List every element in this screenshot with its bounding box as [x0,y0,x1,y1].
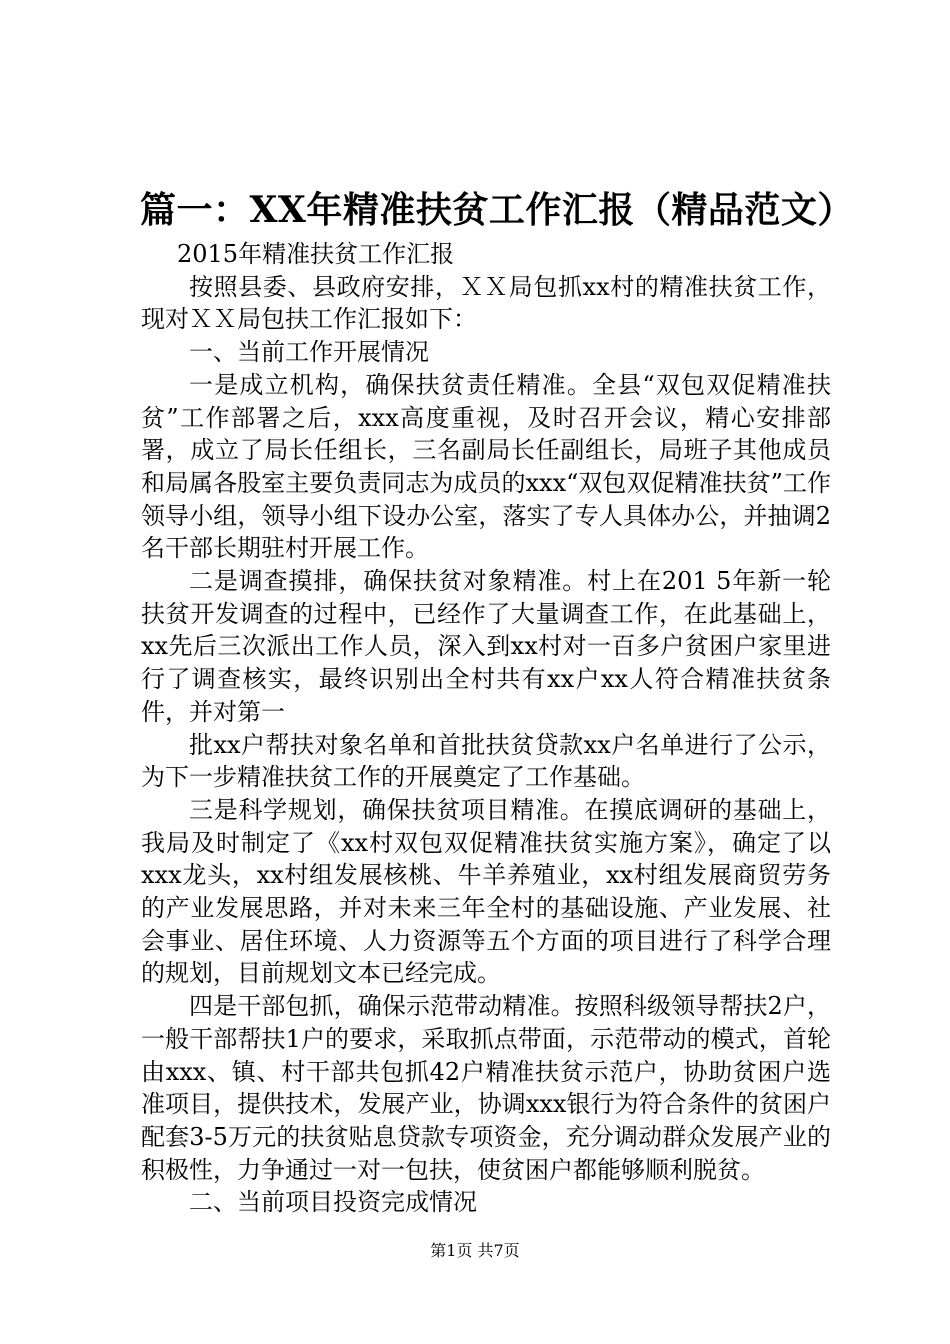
paragraph-item-4: 四是干部包抓，确保示范带动精准。按照科级领导帮扶2户，一般干部帮扶1户的要求，采取抓点带面，示范带动的模式，首轮由xxx、镇、村干部共包抓42户精准扶贫示范户，协助贫困户选准项目，提供技术，发展产业，协调xxx银行为符合条件的贫困户配套3-5万元的扶贫贴息贷款专项资金，充分调动群众发展产业的积极性，力争通过一对一包扶，使贫困户都能够顺利脱贫。 [141,992,831,1184]
paragraph-item-2: 二是调查摸排，确保扶贫对象精准。村上在201 5年新一轮扶贫开发调查的过程中，已经作了大量调查工作，在此基础上，xx先后三次派出工作人员，深入到xx村对一百多户贫困户家里进行了调查核实，最终识别出全村共有xx户xx人符合精准扶贫条件，并对第一 [141,567,831,726]
document-body [141,238,831,1219]
section-heading-1: 一、当前工作开展情况 [189,338,429,367]
section-heading-2: 二、当前项目投资完成情况 [189,1188,477,1217]
paragraph-item-1: 一是成立机构，确保扶贫责任精准。全县“双包双促精准扶贫”工作部署之后，xxx高度重视，及时召开会议，精心安排部署，成立了局长任组长，三名副局长任副组长，局班子其他成员和局属各股室主要负责同志为成员的xxx“双包双促精准扶贫”工作领导小组，领导小组下设办公室，落实了专人具体办公，并抽调2名干部长期驻村开展工作。 [141,370,831,563]
paragraph-item-2-continued: 批xx户帮扶对象名单和首批扶贫贷款xx户名单进行了公示，为下一步精准扶贫工作的开展奠定了工作基础。 [141,730,831,792]
document-title: 篇一：XX年精准扶贫工作汇报（精品范文） [140,189,854,231]
paragraph-intro: 按照县委、县政府安排，ＸＸ局包抓xx村的精准扶贫工作，现对ＸＸ局包扶工作汇报如下： [141,272,831,334]
page-number-footer: 第1页 共7页 [430,1241,520,1260]
paragraph-item-3: 三是科学规划，确保扶贫项目精准。在摸底调研的基础上，我局及时制定了《xx村双包双促精准扶贫实施方案》，确定了以xxx龙头，xx村组发展核桃、牛羊养殖业，xx村组发展商贸劳务的产业发展思路，并对未来三年全村的基础设施、产业发展、社会事业、居住环境、人力资源等五个方面的项目进行了科学合理的规划，目前规划文本已经完成。 [141,795,831,988]
paragraph-subtitle: 2015年精准扶贫工作汇报 [177,240,455,268]
